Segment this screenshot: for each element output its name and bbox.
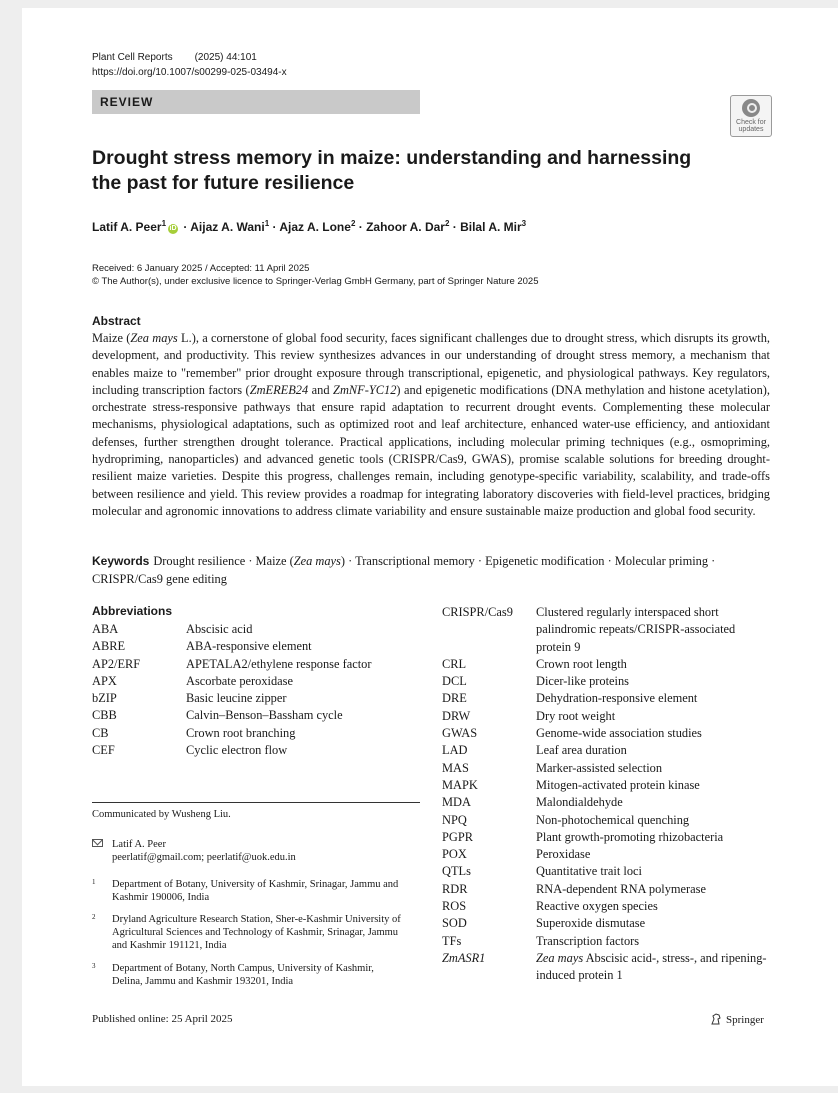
paper-page (22, 8, 838, 1086)
journal-volume: (2025) 44:101 (194, 52, 257, 63)
abbreviation-row: ABA Abscisic acid (92, 622, 253, 636)
springer-horse-icon (710, 1013, 722, 1025)
keywords-heading: Keywords (92, 554, 150, 568)
communicated-by: Communicated by Wusheng Liu. (92, 809, 231, 820)
doi-link[interactable]: https://doi.org/10.1007/s00299-025-03494-x (92, 67, 287, 78)
abbreviation-row: MDA Malondialdehyde (442, 795, 623, 810)
badge-line2: updates (738, 126, 764, 133)
publisher-name: Springer (726, 1014, 764, 1026)
abbreviation-row: QTLs Quantitative trait loci (442, 864, 642, 879)
corresponding-name: Latif A. Peer (112, 839, 166, 850)
abbreviation-row: ZmASR1 Zea mays Abscisic acid-, stress-, and ripening-induced protein 1 (442, 950, 767, 983)
copyright: © The Author(s), under exclusive licence to Springer-Verlag GmbH Germany, part of Springer Nature 2025 (92, 276, 539, 287)
abbreviation-row: CRISPR/Cas9 Clustered regularly interspaced short palindromic repeats/CRISPR-associated protein 9 (442, 605, 736, 654)
author[interactable]: Aijaz A. Wani (190, 220, 265, 234)
corresponding-email[interactable]: peerlatif@gmail.com; peerlatif@uok.edu.in (112, 852, 296, 863)
abbreviation-row: ABRE ABA-responsive element (92, 639, 312, 654)
abbreviation-row: TFs Transcription factors (442, 933, 640, 948)
abbreviations-left-column (92, 621, 422, 759)
article-dates (92, 262, 539, 288)
author-aff: 3 (521, 219, 527, 228)
badge-line1: Check for (736, 119, 766, 126)
keywords: Keywords Drought resilience · Maize (Zea mays) · Transcriptional memory · Epigenetic modification · Molecular priming · CRISPR/Cas9 gene editing (92, 554, 716, 586)
abstract-heading: Abstract (92, 314, 141, 328)
abbreviation-row: POX Peroxidase (442, 847, 591, 862)
abbreviation-row: PGPR Plant growth-promoting rhizobacteria (442, 829, 724, 844)
author-aff: 1 (264, 219, 270, 228)
abbreviation-row: CEF Cyclic electron flow (92, 743, 288, 758)
published-online: Published online: 25 April 2025 (92, 1013, 233, 1025)
abbreviation-row: SOD Superoxide dismutase (442, 916, 646, 931)
journal-name: Plant Cell Reports (92, 52, 173, 63)
check-for-updates-badge[interactable] (730, 95, 772, 137)
orcid-icon[interactable]: iD (169, 225, 177, 232)
abbreviation-row: NPQ Non-photochemical quenching (442, 812, 690, 827)
abbreviation-row: ROS Reactive oxygen species (442, 899, 658, 914)
check-updates-icon (742, 99, 760, 117)
abbreviation-row: APX Ascorbate peroxidase (92, 673, 293, 688)
received-date: Received: 6 January 2025 / Accepted: 11 April 2025 (92, 263, 310, 274)
author[interactable]: Latif A. Peer (92, 220, 162, 234)
author-list: Latif A. Peer$^1$iD · Aijaz A. Wani$^1$ · Ajaz A. Lone$^2$ · Zahoor A. Dar$^2$ · Bilal A. Mir$^3$ (92, 219, 527, 234)
article-type-bar: REVIEW (92, 90, 420, 114)
footnote-divider (92, 802, 420, 803)
author-aff: 2 (444, 219, 450, 228)
abbreviations-heading: Abbreviations (92, 604, 173, 618)
author[interactable]: Bilal A. Mir (460, 220, 522, 234)
author[interactable]: Zahoor A. Dar (366, 220, 445, 234)
abbreviation-row: GWAS Genome-wide association studies (442, 726, 702, 741)
abbreviation-row: DCL Dicer-like proteins (442, 674, 629, 689)
abbreviation-row: DRE Dehydration-responsive element (442, 691, 698, 706)
abbreviation-row: MAS Marker-assisted selection (442, 760, 663, 775)
affiliation: 2 Dryland Agriculture Research Station, Sher-e-Kashmir University of Agricultural Sciences and Technology of Kashmir, Srinagar, Jammu and Kashmir 191121, India (92, 913, 401, 952)
abstract-text: Maize (Zea mays L.), a cornerstone of global food security, faces significant challenges due to drought stress, which disrupts its growth, development, and productivity. This review synthesizes advances in our understanding of drought stress memory, a mechanism that enables maize to "remember" prior drought exposure through transcriptional, epigenetic, and physiological pathways. Key regulators, including transcription factors (ZmEREB24 and ZmNF-YC12) and epigenetic modifications (DNA methylation and histone acetylation), orchestrate stress-responsive pathways that ensure rapid adaptation to recurrent drought events. Complementing these molecular mechanisms, physiological adaptations, such as optimized root and leaf architecture, enhanced water-use efficiency, and antioxidant defenses, further strengthen drought tolerance. Practical applications, including molecular priming techniques (e.g., osmopriming, hydropriming, nanoparticles) and advanced genetic tools (CRISPR/Cas9, GWAS), promise scalable solutions for breeding drought-resilient maize varieties. Despite this progress, challenges remain, including genotype-specific variability, scalability, and trade-offs between resilience and yield. This review provides a roadmap for integrating laboratory discoveries with field-level practices, bridging molecular and agronomic innovations to address climate variability and ensure sustainable maize production and global food security. (92, 331, 771, 518)
affiliation: 1 Department of Botany, University of Kashmir, Srinagar, Jammu and Kashmir 190006, India (92, 878, 399, 904)
author-aff: 2 (350, 219, 356, 228)
abbreviation-row: LAD Leaf area duration (442, 743, 627, 758)
affiliation: 3 Department of Botany, North Campus, University of Kashmir, Delina, Jammu and Kashmir 193201, India (92, 962, 374, 988)
abbreviation-row: AP2/ERF APETALA2/ethylene response factor (92, 656, 372, 671)
author[interactable]: Ajaz A. Lone (279, 220, 351, 234)
author-aff: 1 (161, 219, 167, 228)
publisher-logo (710, 1013, 764, 1026)
abbreviation-row: CRL Crown root length (442, 656, 627, 671)
abbreviation-row: CBB Calvin–Benson–Bassham cycle (92, 708, 343, 723)
abbreviation-row: bZIP Basic leucine zipper (92, 691, 287, 706)
envelope-icon (92, 839, 103, 847)
abbreviation-row: CB Crown root branching (92, 725, 296, 740)
corresponding-author (92, 838, 412, 864)
abbreviation-row: DRW Dry root weight (442, 708, 616, 723)
abbreviation-row: RDR RNA-dependent RNA polymerase (442, 881, 706, 896)
abbreviations-right-column (442, 604, 772, 985)
abbreviation-row: MAPK Mitogen-activated protein kinase (442, 777, 700, 792)
journal-info (92, 50, 287, 80)
article-title: Drought stress memory in maize: understanding and harnessing the past for future resilience (92, 147, 692, 194)
